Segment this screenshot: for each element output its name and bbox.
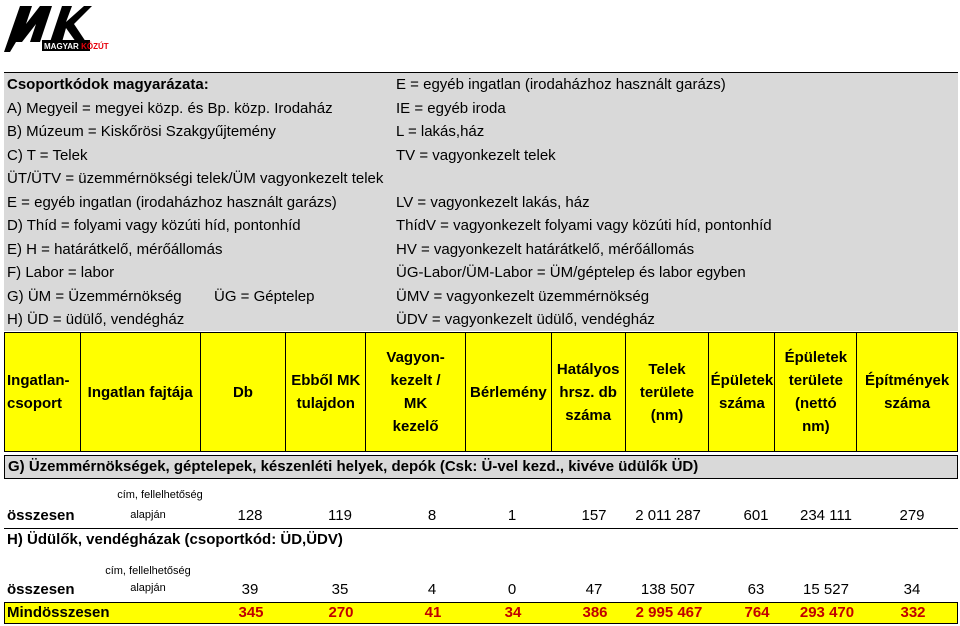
value-cell: 0	[507, 581, 517, 598]
value-cell: 63	[747, 581, 765, 598]
table-header	[4, 332, 958, 452]
value-cell: 119	[328, 507, 352, 524]
value-cell: 8	[427, 507, 437, 524]
legend-item: H) ÜD = üdülő, vendégház	[7, 311, 185, 328]
legend-item: LV = vagyonkezelt lakás, ház	[396, 194, 590, 211]
value-cell: 1	[507, 507, 517, 524]
group-code-legend	[4, 72, 958, 331]
value-cell: 47	[585, 581, 603, 598]
value-cell: 35	[331, 581, 349, 598]
table-row	[4, 506, 958, 526]
value-cell: 39	[241, 581, 259, 598]
value-cell: 4	[427, 581, 437, 598]
value-cell: 34	[903, 581, 921, 598]
kind-text: alapján	[130, 509, 166, 521]
legend-item: F) Labor = labor	[7, 264, 115, 281]
column-header: Telek területe (nm)	[626, 333, 710, 451]
kind-text: cím, fellelhetőség	[117, 489, 203, 501]
column-header: Épületek száma	[709, 333, 775, 451]
legend-item: E) H = határátkelő, mérőállomás	[7, 241, 223, 258]
value-cell: 601	[743, 507, 769, 524]
kind-text: cím, fellelhetőség	[105, 565, 191, 577]
total-value: 345	[238, 604, 264, 621]
value-cell: 2 011 287	[635, 507, 701, 524]
total-value: 293 470	[799, 604, 855, 621]
legend-item: ÜG-Labor/ÜM-Labor = ÜM/géptelep és labor egyben	[396, 264, 746, 281]
logo-wordmark: MAGYAR KÖZÚT	[44, 42, 109, 51]
column-header: Ingatlan fajtája	[81, 333, 201, 451]
row-label: összesen	[7, 581, 75, 598]
column-header: Építmények száma	[865, 372, 950, 412]
value-cell: 279	[899, 507, 925, 524]
total-value: 386	[582, 604, 608, 621]
legend-item: C) T = Telek	[7, 147, 88, 164]
column-header: Hatályos hrsz. db száma	[552, 333, 626, 451]
legend-item: G) ÜM = Üzemmérnökség	[7, 288, 182, 305]
value-cell: 138 507	[640, 581, 696, 598]
section-header-h: H) Üdülők, vendégházak (csoportkód: ÜD,ÜDV)	[4, 528, 958, 550]
column-header: Ebből MK tulajdon	[286, 333, 366, 451]
row-label: összesen	[7, 507, 75, 524]
column-header: Ingatlan- csoport	[5, 333, 81, 451]
legend-item: L = lakás,ház	[396, 123, 485, 140]
grand-total-row	[4, 602, 958, 624]
total-value: 34	[504, 604, 522, 621]
legend-item: ÜMV = vagyonkezelt üzemmérnökség	[396, 288, 650, 305]
legend-item: E = egyéb ingatlan (irodaházhoz használt garázs)	[396, 76, 726, 93]
legend-item: IE = egyéb iroda	[396, 100, 506, 117]
total-value: 332	[900, 604, 926, 621]
value-cell: 128	[237, 507, 263, 524]
column-header: Vagyon- kezelt / MK kezelő	[366, 333, 466, 451]
legend-item: E = egyéb ingatlan (irodaházhoz használt garázs)	[7, 194, 337, 211]
total-value: 764	[744, 604, 770, 621]
kind-text: alapján	[130, 582, 166, 594]
grand-total-label: Mindösszesen	[7, 604, 110, 621]
legend-item: A) Megyeil = megyei közp. és Bp. közp. Irodaház	[7, 100, 333, 117]
legend-title: Csoportkódok magyarázata:	[7, 76, 209, 93]
value-cell: 234 111	[800, 507, 852, 524]
column-header: Bérlemény	[466, 333, 552, 451]
value-cell: 157	[581, 507, 607, 524]
column-header: Db	[201, 333, 287, 451]
column-header: Épületek területe (nettó nm)	[775, 333, 857, 451]
table-row	[4, 580, 958, 600]
table-row	[4, 487, 958, 507]
legend-item: ThídV = vagyonkezelt folyami vagy közúti híd, pontonhíd	[396, 217, 772, 234]
legend-item: ÜDV = vagyonkezelt üdülő, vendégház	[396, 311, 655, 328]
legend-item: TV = vagyonkezelt telek	[396, 147, 556, 164]
legend-item: ÜG = Géptelep	[214, 288, 315, 305]
legend-item: B) Múzeum = Kiskőrösi Szakgyűjtemény	[7, 123, 276, 140]
total-value: 2 995 467	[635, 604, 703, 621]
legend-item: HV = vagyonkezelt határátkelő, mérőállomás	[396, 241, 695, 258]
total-value: 41	[424, 604, 442, 621]
legend-item: ÜT/ÜTV = üzemmérnökségi telek/ÜM vagyonkezelt telek	[7, 170, 384, 187]
total-value: 270	[328, 604, 354, 621]
value-cell: 15 527	[803, 581, 849, 598]
section-header-g: G) Üzemmérnökségek, géptelepek, készenléti helyek, depók (Csk: Ü-vel kezd., kivéve üdülők ÜD)	[4, 455, 958, 479]
legend-item: D) Thíd = folyami vagy közúti híd, pontonhíd	[7, 217, 301, 234]
magyar-kozut-logo	[4, 2, 109, 54]
